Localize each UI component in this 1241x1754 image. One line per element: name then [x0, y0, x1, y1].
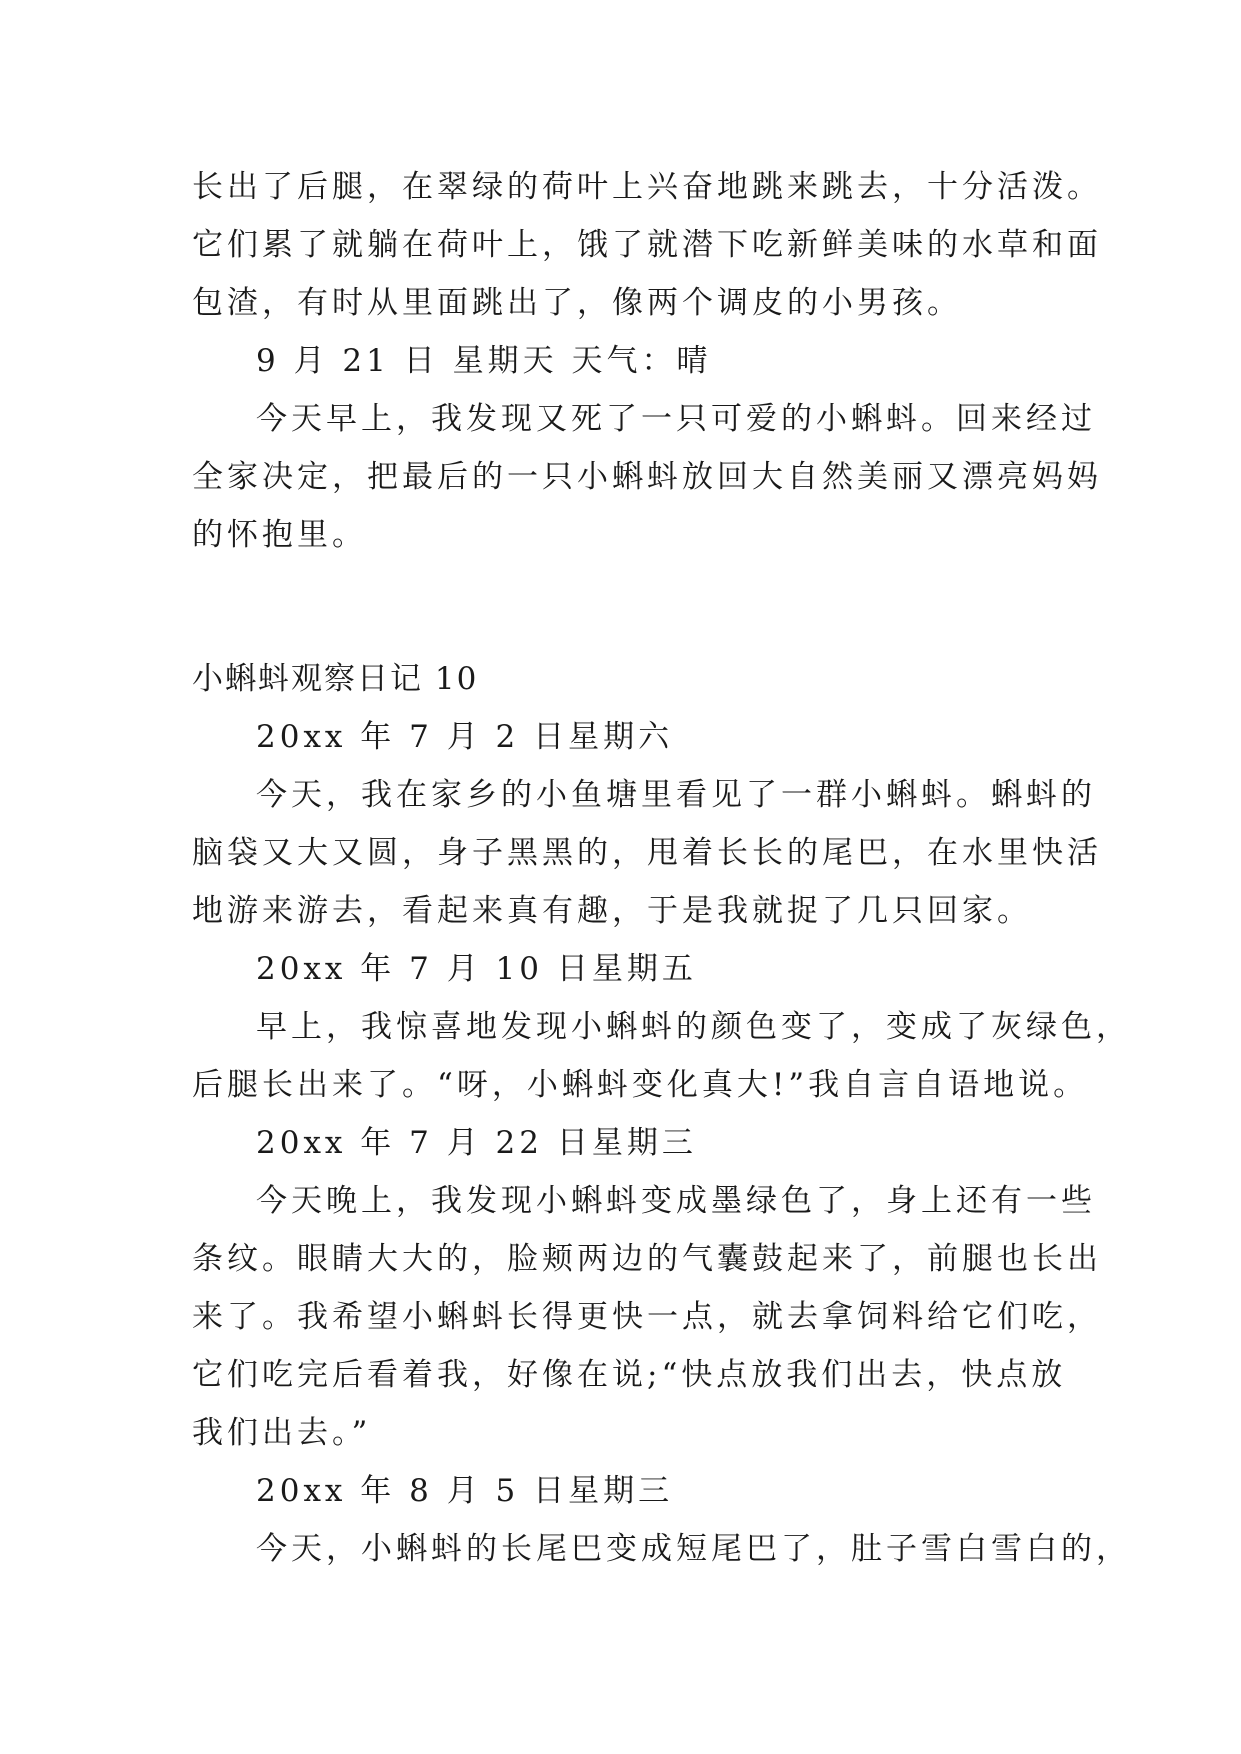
paragraph-line: 今天晚上，我发现小蝌蚪变成墨绿色了，身上还有一些: [256, 1183, 1096, 1219]
section-gap: [192, 564, 1072, 650]
paragraph-line: 全家决定，把最后的一只小蝌蚪放回大自然美丽又漂亮妈妈: [192, 459, 1102, 495]
paragraph-line: 包渣，有时从里面跳出了，像两个调皮的小男孩。: [192, 285, 962, 321]
paragraph-line: 的怀抱里。: [192, 517, 367, 553]
diary-date: 20xx 年 7 月 22 日星期三: [256, 1125, 697, 1161]
paragraph-line: 它们累了就躺在荷叶上，饿了就潜下吃新鲜美味的水草和面: [192, 227, 1102, 263]
paragraph-line: 它们吃完后看着我，好像在说;“快点放我们出去，快点放: [192, 1357, 1067, 1393]
paragraph-line: 来了。我希望小蝌蚪长得更快一点，就去拿饲料给它们吃，: [192, 1299, 1102, 1335]
paragraph-line: 长出了后腿，在翠绿的荷叶上兴奋地跳来跳去，十分活泼。: [192, 169, 1102, 205]
paragraph-line: 我们出去。”: [192, 1415, 372, 1451]
diary-date: 9 月 21 日 星期天 天气：晴: [256, 343, 712, 379]
paragraph-line: 地游来游去，看起来真有趣，于是我就捉了几只回家。: [192, 893, 1032, 929]
diary-date: 20xx 年 7 月 10 日星期五: [256, 951, 697, 987]
paragraph-line: 条纹。眼睛大大的，脸颊两边的气囊鼓起来了，前腿也长出: [192, 1241, 1102, 1277]
diary-date: 20xx 年 8 月 5 日星期三: [256, 1473, 674, 1509]
paragraph-line: 后腿长出来了。“呀，小蝌蚪变化真大!”我自言自语地说。: [192, 1067, 1089, 1103]
diary-date: 20xx 年 7 月 2 日星期六: [256, 719, 674, 755]
paragraph-line: 今天，我在家乡的小鱼塘里看见了一群小蝌蚪。蝌蚪的: [256, 777, 1096, 813]
paragraph-line: 脑袋又大又圆，身子黑黑的，甩着长长的尾巴，在水里快活: [192, 835, 1102, 871]
section-title: 小蝌蚪观察日记 10: [192, 661, 479, 697]
paragraph-line: 今天早上，我发现又死了一只可爱的小蝌蚪。回来经过: [256, 401, 1096, 437]
document-page: [192, 158, 1131, 1578]
paragraph-line: 早上，我惊喜地发现小蝌蚪的颜色变了，变成了灰绿色，: [256, 1009, 1131, 1045]
paragraph-line: 今天，小蝌蚪的长尾巴变成短尾巴了，肚子雪白雪白的，: [256, 1531, 1131, 1567]
